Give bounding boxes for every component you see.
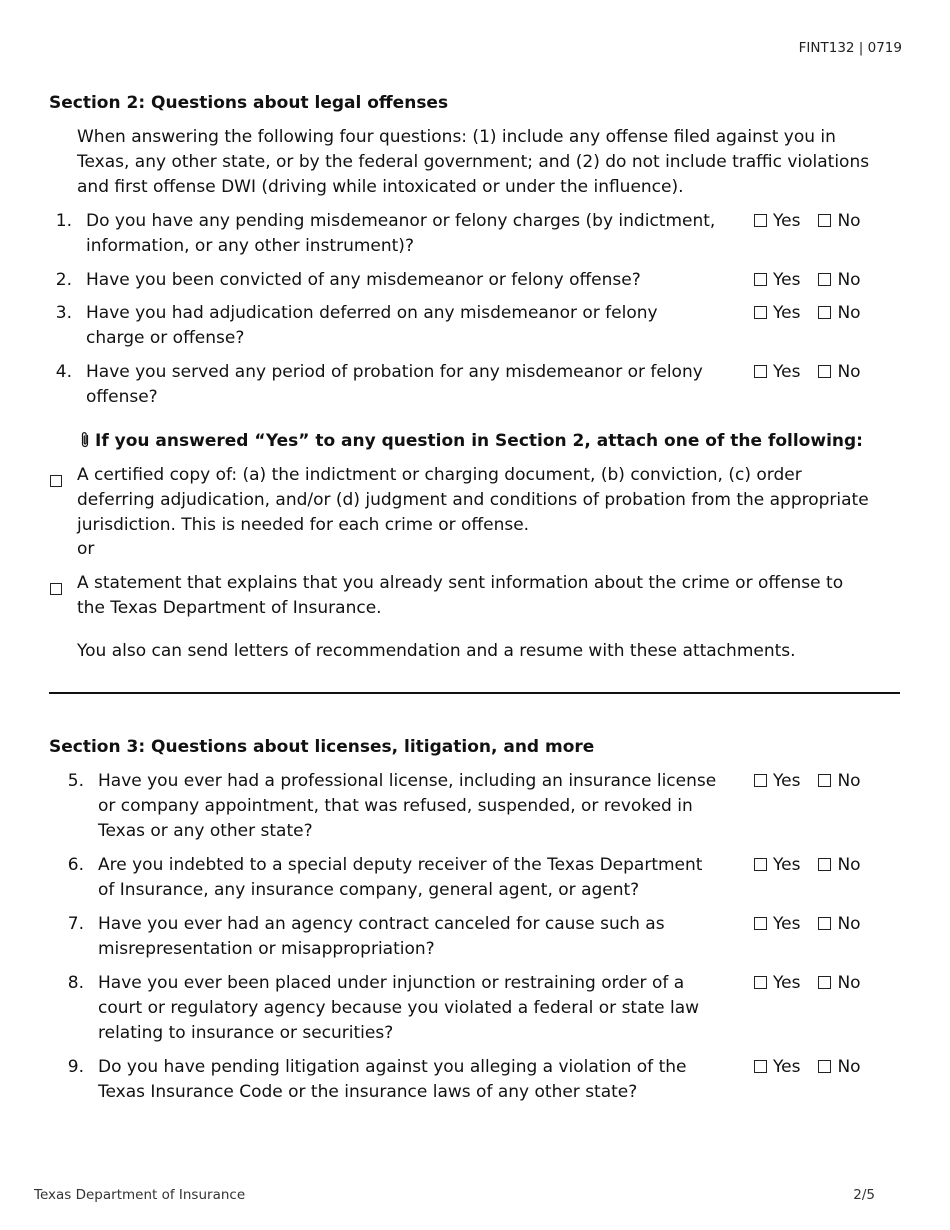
yes-checkbox[interactable]: Yes bbox=[754, 855, 800, 875]
question-6-options bbox=[754, 853, 861, 878]
checkbox-icon bbox=[754, 1060, 767, 1073]
section-divider bbox=[49, 692, 900, 694]
question-number: 8. bbox=[67, 973, 84, 993]
no-checkbox[interactable]: No bbox=[818, 1057, 860, 1077]
checkbox-icon bbox=[50, 583, 62, 595]
footer-organization: Texas Department of Insurance bbox=[34, 1187, 246, 1203]
question-number: 7. bbox=[67, 914, 84, 934]
checkbox-icon bbox=[818, 365, 831, 378]
question-7-options bbox=[754, 912, 861, 937]
attachment-heading: If you answered “Yes” to any question in Section 2, attach one of the following: bbox=[79, 429, 863, 457]
question-number: 9. bbox=[67, 1057, 84, 1077]
question-text: Have you had adjudication deferred on any misdemeanor or felony charge or offense? bbox=[86, 303, 658, 348]
checkbox-icon bbox=[754, 774, 767, 787]
yes-checkbox[interactable]: Yes bbox=[754, 270, 800, 290]
question-text: Have you ever been placed under injunction or restraining order of a court or regulatory agency because you violated a federal or state law relating to insurance or securities? bbox=[98, 973, 700, 1043]
form-id: FINT132 | 0719 bbox=[798, 40, 902, 56]
question-text: Do you have pending litigation against you alleging a violation of the Texas Insurance Code or the insurance laws of any other state? bbox=[98, 1057, 687, 1102]
question-text: Have you ever had a professional license, including an insurance license or company appointment, that was refused, suspended, or revoked in Texas or any other state? bbox=[98, 771, 717, 841]
checkbox-icon bbox=[754, 917, 767, 930]
checkbox-icon bbox=[754, 858, 767, 871]
no-checkbox[interactable]: No bbox=[818, 973, 860, 993]
section3-title: Section 3: Questions about licenses, litigation, and more bbox=[49, 737, 595, 757]
question-number: 5. bbox=[67, 771, 84, 791]
question-5-options bbox=[754, 769, 861, 794]
checkbox-icon bbox=[818, 774, 831, 787]
question-number: 2. bbox=[55, 270, 72, 290]
question-3-options bbox=[754, 301, 861, 326]
attachment-a-text: A certified copy of: (a) the indictment or charging document, (b) conviction, (c) order deferring adjudication, and/or (d) judgment and conditions of probation from the appropriate jurisdiction. This is needed for each crime or offense. bbox=[77, 465, 869, 535]
question-number: 3. bbox=[55, 303, 72, 323]
question-1-options bbox=[754, 209, 861, 234]
question-text: Have you been convicted of any misdemeanor or felony offense? bbox=[86, 270, 641, 290]
question-number: 1. bbox=[55, 211, 72, 231]
yes-checkbox[interactable]: Yes bbox=[754, 1057, 800, 1077]
attachment-b-checkbox[interactable] bbox=[50, 578, 62, 603]
no-checkbox[interactable]: No bbox=[818, 303, 860, 323]
yes-checkbox[interactable]: Yes bbox=[754, 914, 800, 934]
checkbox-icon bbox=[818, 1060, 831, 1073]
no-checkbox[interactable]: No bbox=[818, 855, 860, 875]
checkbox-icon bbox=[818, 917, 831, 930]
no-checkbox[interactable]: No bbox=[818, 362, 860, 382]
no-checkbox[interactable]: No bbox=[818, 771, 860, 791]
checkbox-icon bbox=[818, 214, 831, 227]
question-text: Have you ever had an agency contract canceled for cause such as misrepresentation or misappropriation? bbox=[98, 914, 665, 959]
or-text: or bbox=[77, 539, 95, 559]
checkbox-icon bbox=[818, 976, 831, 989]
section2-intro: When answering the following four questions: (1) include any offense filed against you in Texas, any other state, or by the federal government; and (2) do not include traffic violations and first offense DWI (driving while intoxicated or under the influence). bbox=[77, 127, 870, 197]
section2-title: Section 2: Questions about legal offenses bbox=[49, 93, 449, 113]
question-8-options bbox=[754, 971, 861, 996]
question-text: Are you indebted to a special deputy receiver of the Texas Department of Insurance, any insurance company, general agent, or agent? bbox=[98, 855, 703, 900]
checkbox-icon bbox=[818, 273, 831, 286]
attachment-b-text: A statement that explains that you already sent information about the crime or offense to the Texas Department of Insurance. bbox=[77, 573, 844, 618]
checkbox-icon bbox=[754, 976, 767, 989]
question-text: Do you have any pending misdemeanor or felony charges (by indictment, information, or any other instrument)? bbox=[86, 211, 716, 256]
checkbox-icon bbox=[754, 273, 767, 286]
attachment-a-checkbox[interactable] bbox=[50, 470, 62, 495]
no-checkbox[interactable]: No bbox=[818, 211, 860, 231]
question-4-options bbox=[754, 360, 861, 385]
question-2-options bbox=[754, 268, 861, 293]
question-9-options bbox=[754, 1055, 861, 1080]
question-number: 4. bbox=[55, 362, 72, 382]
checkbox-icon bbox=[754, 306, 767, 319]
checkbox-icon bbox=[754, 214, 767, 227]
page-number: 2/5 bbox=[853, 1187, 875, 1203]
checkbox-icon bbox=[818, 858, 831, 871]
yes-checkbox[interactable]: Yes bbox=[754, 771, 800, 791]
question-text: Have you served any period of probation for any misdemeanor or felony offense? bbox=[86, 362, 703, 407]
also-note: You also can send letters of recommendation and a resume with these attachments. bbox=[77, 641, 796, 661]
yes-checkbox[interactable]: Yes bbox=[754, 973, 800, 993]
yes-checkbox[interactable]: Yes bbox=[754, 211, 800, 231]
checkbox-icon bbox=[818, 306, 831, 319]
yes-checkbox[interactable]: Yes bbox=[754, 362, 800, 382]
paperclip-icon bbox=[79, 431, 91, 457]
checkbox-icon bbox=[50, 475, 62, 487]
yes-checkbox[interactable]: Yes bbox=[754, 303, 800, 323]
no-checkbox[interactable]: No bbox=[818, 914, 860, 934]
question-number: 6. bbox=[67, 855, 84, 875]
no-checkbox[interactable]: No bbox=[818, 270, 860, 290]
checkbox-icon bbox=[754, 365, 767, 378]
